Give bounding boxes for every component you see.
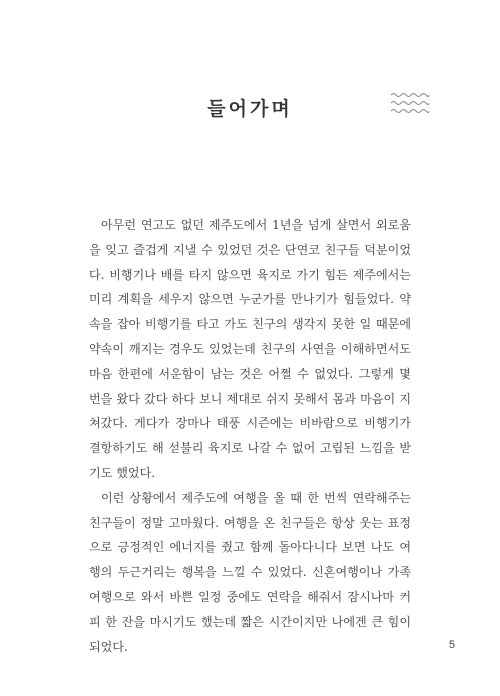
wave-lines-icon bbox=[390, 90, 430, 118]
body-text bbox=[89, 213, 411, 659]
paragraph-2: 이런 상황에서 제주도에 여행을 올 때 한 번씩 연락해주는 친구들이 정말 고마웠다. 여행을 온 친구들은 항상 웃는 표정으로 긍정적인 에너지를 줬고 함께 돌아다니다 보면 나도 여행의 두근거리는 행복을 느낄 수 있었다. 신혼여행이나 가족여행으로 와서 바쁜 일정 중에도 연락을 해줘서 잠시나마 커피 한 잔을 마시기도 했는데 짧은 시간이지만 나에겐 큰 힘이 되었다. bbox=[89, 490, 411, 654]
paragraph-1: 아무런 연고도 없던 제주도에서 1년을 넘게 살면서 외로움을 잊고 즐겁게 지낼 수 있었던 것은 단연코 친구들 덕분이었다. 비행기나 배를 타지 않으면 육지로 가기 힘든 제주에서는 미리 계획을 세우지 않으면 누군가를 만나기가 힘들었다. 약속을 잡아 비행기를 타고 가도 친구의 생각지 못한 일 때문에 약속이 깨지는 경우도 있었는데 친구의 사연을 이해하면서도 마음 한편에 서운함이 남는 것은 어쩔 수 없었다. 그렇게 몇 번을 왔다 갔다 하다 보니 제대로 쉬지 못해서 몸과 마음이 지쳐갔다. 게다가 장마나 태풍 시즌에는 비바람으로 비행기가 결항하기도 해 섣불리 육지로 나갈 수 없어 고립된 느낌을 받기도 했었다. bbox=[89, 218, 411, 480]
page-title: 들어가며 bbox=[207, 98, 293, 120]
page-number: 5 bbox=[449, 639, 456, 651]
